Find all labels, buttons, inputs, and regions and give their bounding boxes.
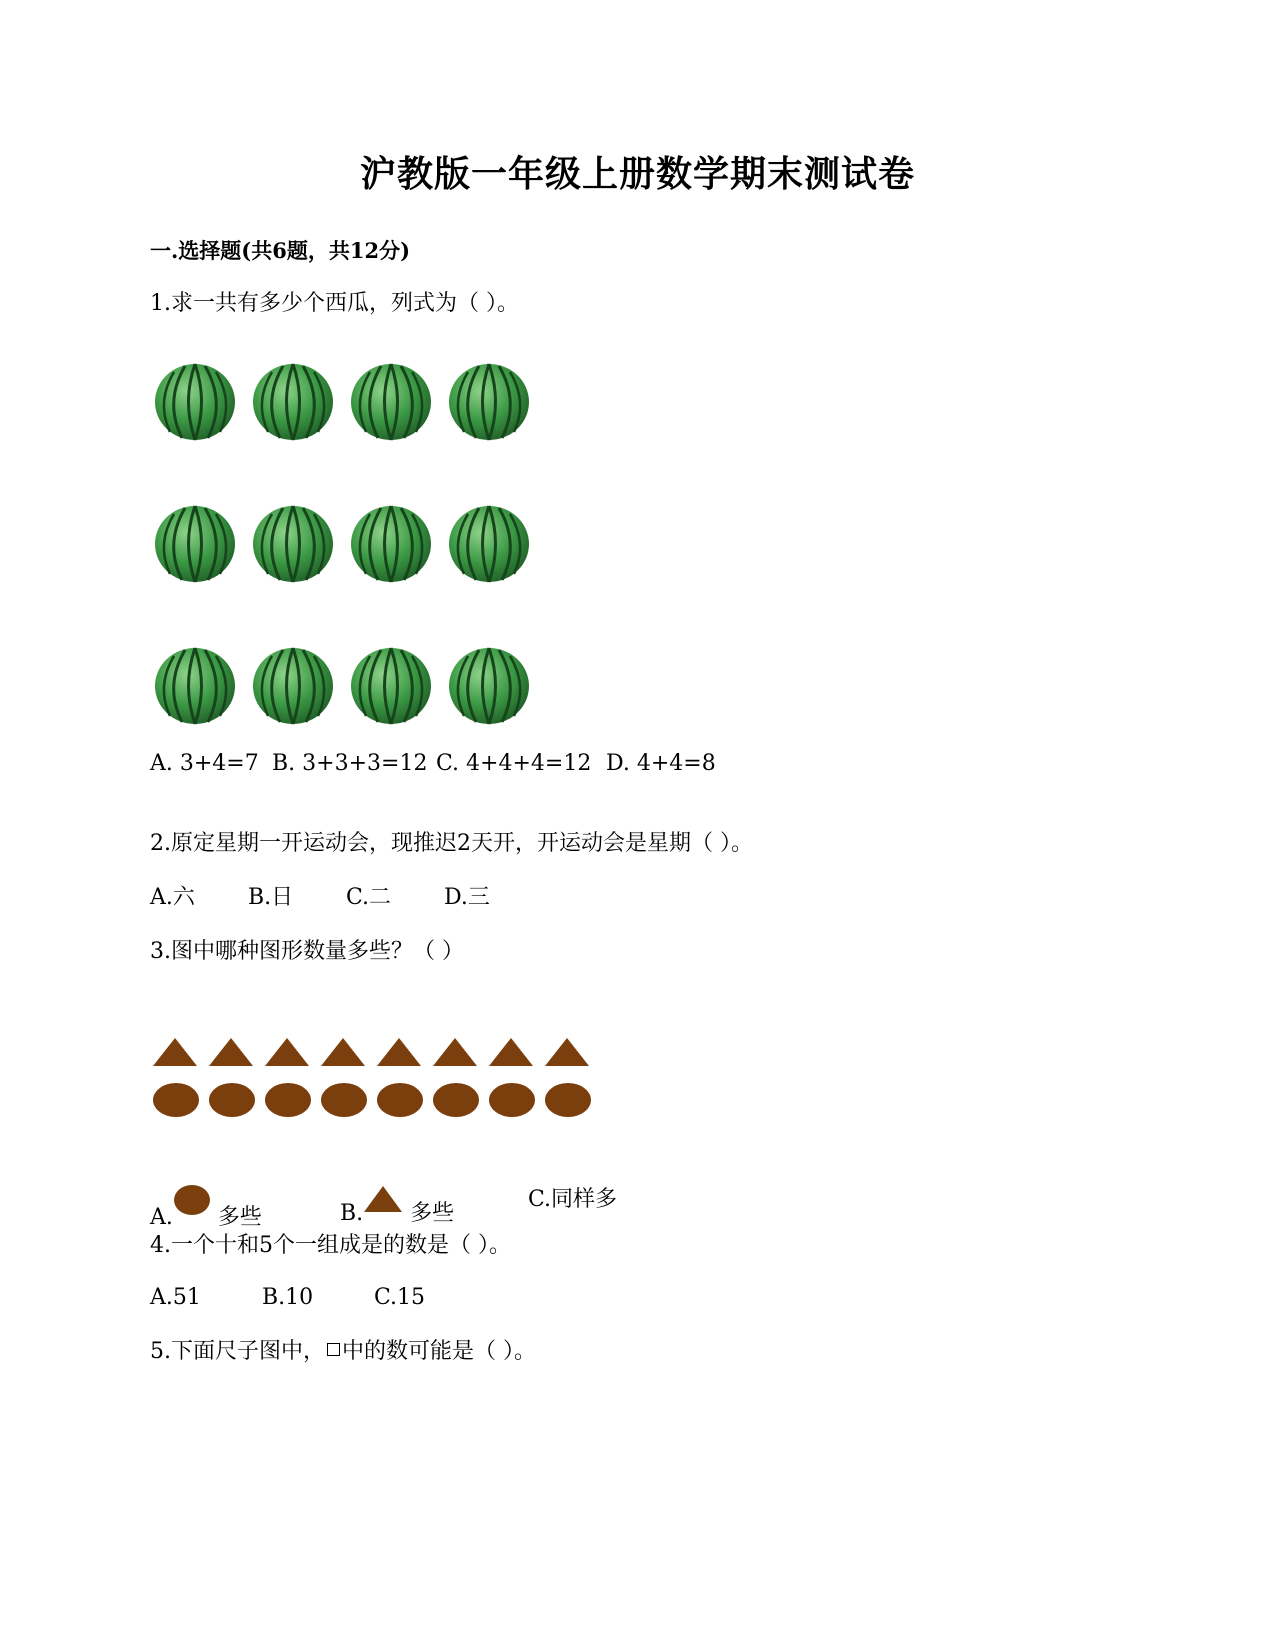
- section-heading: 一.选择题(共6题，共12分): [150, 238, 411, 263]
- oval-row: [152, 1082, 600, 1128]
- triangle-icon: [376, 1036, 432, 1072]
- question-5-text: [150, 1336, 536, 1368]
- triangle-icon: [488, 1036, 544, 1072]
- watermelon-icon: [152, 642, 238, 728]
- question-1-options: [150, 748, 716, 780]
- option-a-prefix: A.: [150, 1205, 173, 1230]
- watermelon-icon: [152, 500, 238, 586]
- option-b-label: 多些: [410, 1201, 455, 1226]
- triangle-icon: [363, 1184, 403, 1214]
- option-a-label: 多些: [217, 1205, 262, 1230]
- watermelon-icon: [250, 358, 336, 444]
- question-3-text: 3.图中哪种图形数量多些？（ ）: [150, 939, 464, 964]
- oval-icon: [173, 1184, 211, 1218]
- triangle-row: [152, 1036, 600, 1082]
- watermelon-icon: [250, 500, 336, 586]
- oval-icon: [432, 1082, 488, 1122]
- watermelon-icon: [348, 642, 434, 728]
- option-b-prefix: B.: [340, 1201, 364, 1226]
- option-a[interactable]: A. 3+4=7: [150, 751, 259, 776]
- option-d[interactable]: D.三: [444, 885, 490, 910]
- question-5-text-before: 5.下面尺子图中，: [150, 1339, 325, 1364]
- watermelon-grid: [152, 358, 544, 784]
- blank-box-icon: [327, 1343, 340, 1356]
- oval-icon: [488, 1082, 544, 1122]
- watermelon-icon: [446, 642, 532, 728]
- page-title: 沪教版一年级上册数学期末测试卷: [359, 153, 915, 195]
- question-2-text: 2.原定星期一开运动会，现推迟2天开，开运动会是星期（ ）。: [150, 831, 753, 856]
- option-b[interactable]: B. 3+3+3=12: [272, 751, 428, 776]
- watermelon-icon: [446, 500, 532, 586]
- option-c[interactable]: C.同样多: [528, 1187, 618, 1212]
- watermelon-icon: [348, 500, 434, 586]
- option-b[interactable]: B.10: [262, 1285, 314, 1310]
- triangle-icon: [264, 1036, 320, 1072]
- oval-icon: [376, 1082, 432, 1122]
- watermelon-row: [152, 358, 544, 500]
- oval-icon: [152, 1082, 208, 1122]
- option-a[interactable]: [150, 1184, 262, 1234]
- watermelon-row: [152, 500, 544, 642]
- option-c[interactable]: C.15: [374, 1285, 426, 1310]
- watermelon-icon: [152, 358, 238, 444]
- watermelon-icon: [446, 358, 532, 444]
- watermelon-icon: [348, 358, 434, 444]
- question-4-options: [150, 1282, 425, 1314]
- oval-icon: [320, 1082, 376, 1122]
- triangle-icon: [544, 1036, 600, 1072]
- oval-icon: [264, 1082, 320, 1122]
- option-c[interactable]: C. 4+4+4=12: [436, 751, 592, 776]
- oval-icon: [208, 1082, 264, 1122]
- triangle-icon: [208, 1036, 264, 1072]
- question-2-options: [150, 882, 490, 914]
- question-4-text: 4.一个十和5个一组成是的数是（ ）。: [150, 1233, 511, 1258]
- shape-comparison-figure: [152, 1036, 600, 1128]
- oval-icon: [544, 1082, 600, 1122]
- option-d[interactable]: D. 4+4=8: [606, 751, 716, 776]
- triangle-icon: [320, 1036, 376, 1072]
- triangle-icon: [432, 1036, 488, 1072]
- question-1-text: 1.求一共有多少个西瓜，列式为（ ）。: [150, 291, 519, 316]
- option-a[interactable]: A.六: [150, 885, 195, 910]
- option-b[interactable]: [340, 1184, 454, 1230]
- option-b[interactable]: B.日: [248, 885, 294, 910]
- question-5-text-after: 中的数可能是（ ）。: [342, 1339, 536, 1364]
- option-c[interactable]: C.二: [346, 885, 392, 910]
- watermelon-icon: [250, 642, 336, 728]
- option-a[interactable]: A.51: [150, 1285, 201, 1310]
- triangle-icon: [152, 1036, 208, 1072]
